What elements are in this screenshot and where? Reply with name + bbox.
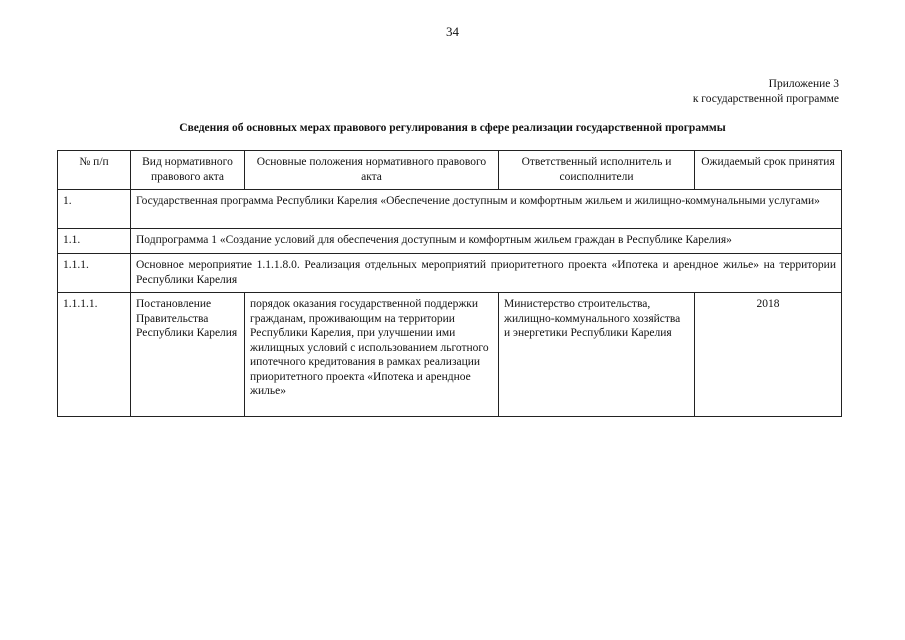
row-number: 1.1.1.: [58, 254, 131, 293]
table-header-row: [58, 151, 842, 190]
header-provisions: Основные положения нормативного правового акта: [245, 151, 499, 190]
table-row-legal-act: [58, 293, 842, 417]
page-number: 34: [446, 24, 459, 39]
main-activity-title: Основное мероприятие 1.1.1.8.0. Реализация отдельных мероприятий приоритетного проекта «Ипотека и арендное жилье» на территории Республики Карелия: [131, 254, 842, 293]
act-type-cell: Постановление Правительства Республики Карелия: [131, 293, 245, 417]
header-act-type: Вид нормативного правового акта: [131, 151, 245, 190]
header-deadline: Ожидаемый срок принятия: [695, 151, 842, 190]
row-number: 1.1.: [58, 229, 131, 254]
appendix-line-1: Приложение 3: [768, 78, 839, 90]
header-executor: Ответственный исполнитель и соисполнители: [499, 151, 695, 190]
header-number: № п/п: [58, 151, 131, 190]
appendix-caption: [693, 77, 839, 107]
program-title: Государственная программа Республики Карелия «Обеспечение доступным и комфортным жильем и жилищно-коммунальными услугами»: [131, 190, 842, 229]
table-row-main-activity: [58, 254, 842, 293]
regulation-measures-table: [57, 150, 842, 417]
row-number: 1.: [58, 190, 131, 229]
appendix-line-2: к государственной программе: [692, 93, 839, 105]
deadline-cell: 2018: [695, 293, 842, 417]
provisions-cell: порядок оказания государственной поддержки гражданам, проживающим на территории Республики Карелия, при улучшении ими жилищных условий с использованием льготного ипотечного кредитования в рамках реализации приоритетного проекта «Ипотека и арендное жилье»: [245, 293, 499, 417]
table-row-program: [58, 190, 842, 229]
table-row-subprogram: [58, 229, 842, 254]
document-title: Сведения об основных мерах правового регулирования в сфере реализации государственной программы: [179, 122, 726, 134]
executor-cell: Министерство строительства, жилищно-коммунального хозяйства и энергетики Республики Карелия: [499, 293, 695, 417]
row-number: 1.1.1.1.: [58, 293, 131, 417]
subprogram-title: Подпрограмма 1 «Создание условий для обеспечения доступным и комфортным жильем граждан в Республике Карелия»: [131, 229, 842, 254]
